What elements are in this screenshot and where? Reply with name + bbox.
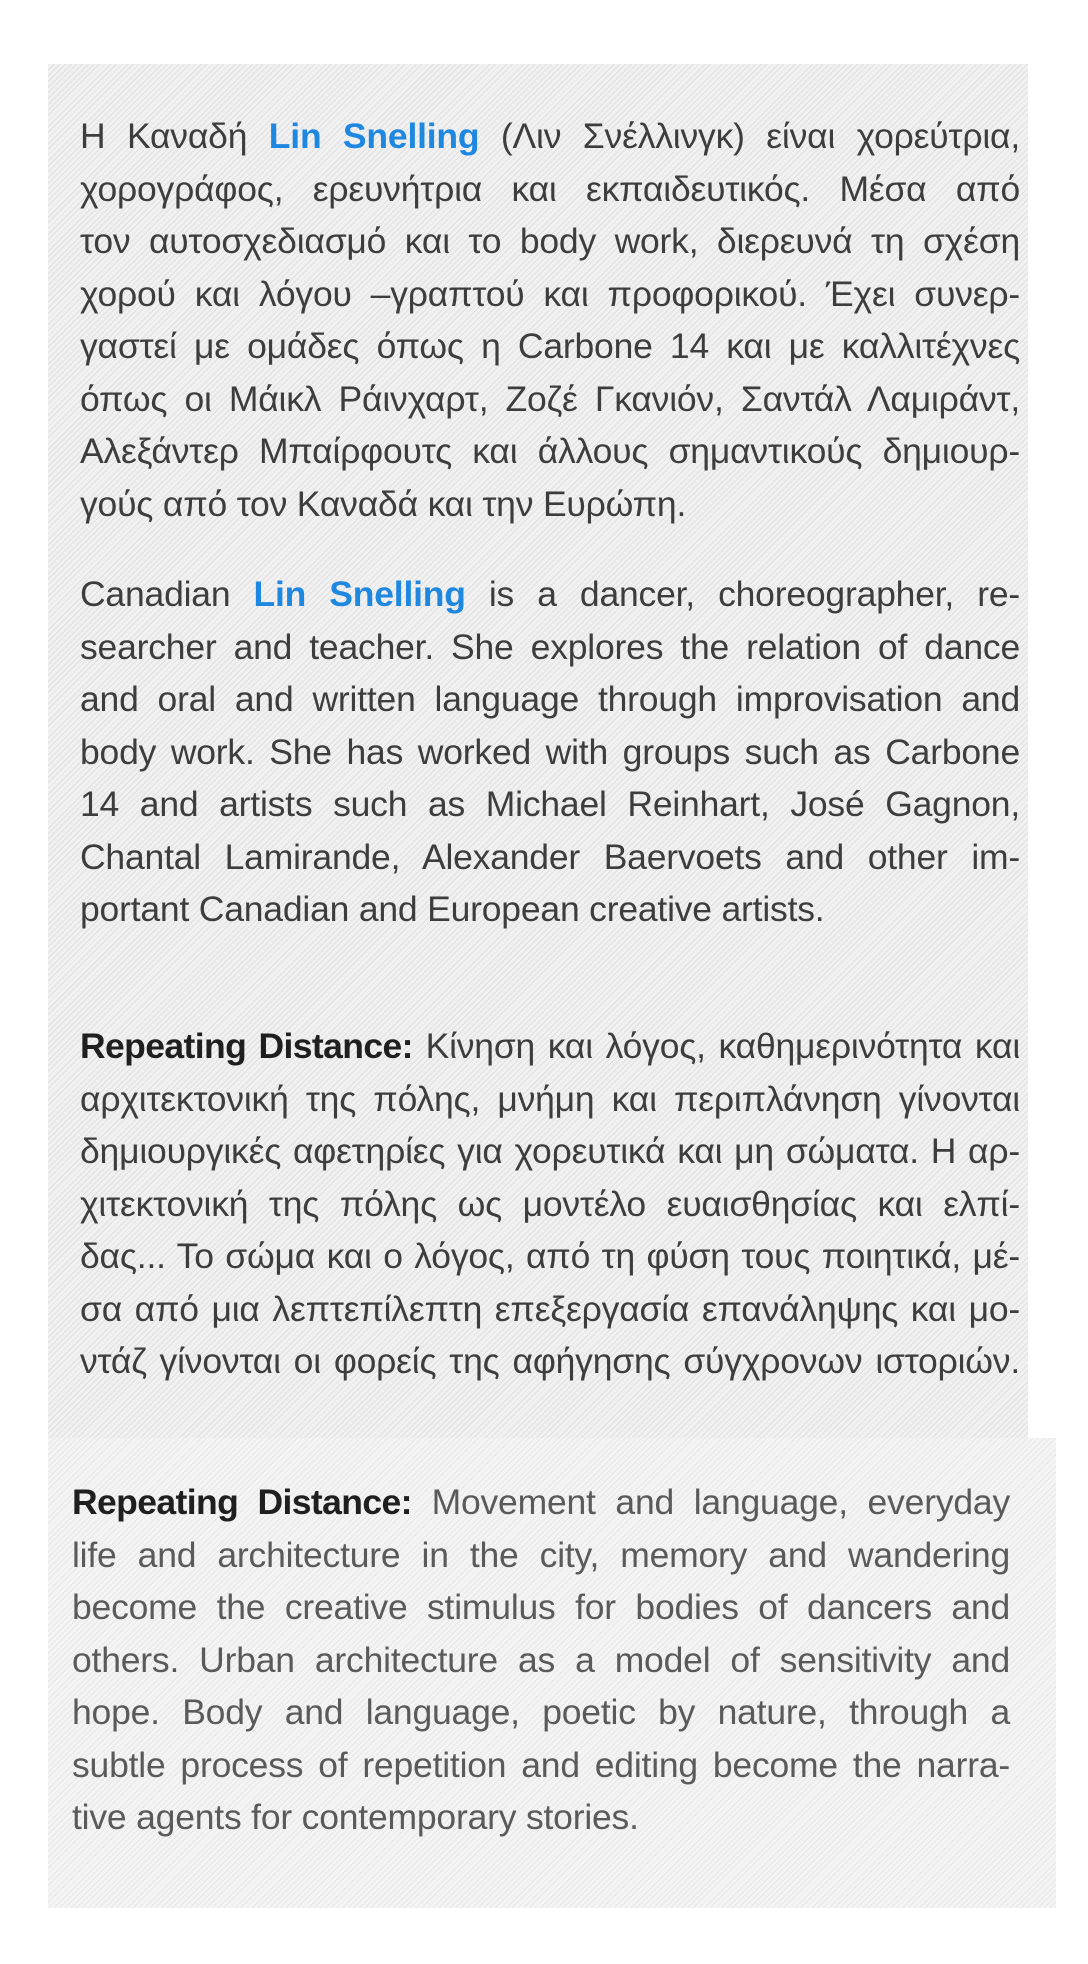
description-greek-paragraph bbox=[80, 1020, 1020, 1388]
artist-name: Lin Snelling bbox=[253, 574, 466, 614]
text-line: life and architecture in the city, memory and wandering bbox=[72, 1534, 1010, 1575]
text-line: Repeating Distance: Κίνηση και λόγος, καθημερινότητα και bbox=[80, 1026, 1021, 1066]
text-line: hope. Body and language, poetic by nature, through a bbox=[72, 1692, 1010, 1732]
text-line: χορογράφος, ερευνήτρια και εκπαιδευτικός. Μέσα από bbox=[80, 168, 1020, 209]
text-line: Αλεξάντερ Μπαίρφουτς και άλλους σημαντικούς δημιουρ- bbox=[80, 431, 1020, 471]
text-line: δας... Το σώμα και ο λόγος, από τη φύση τους ποιητικά, μέ- bbox=[80, 1236, 1020, 1276]
text-line: become the creative stimulus for bodies of dancers and bbox=[72, 1587, 1010, 1627]
text-line: portant Canadian and European creative artists. bbox=[80, 889, 825, 929]
bio-greek-paragraph bbox=[80, 110, 1020, 530]
text-line: others. Urban architecture as a model of sensitivity and bbox=[72, 1639, 1010, 1680]
bio-english-paragraph bbox=[80, 568, 1020, 936]
text-line: Chantal Lamirande, Alexander Baervoets and other im- bbox=[80, 836, 1020, 877]
text-line: γαστεί με ομάδες όπως η Carbone 14 και με καλλιτέχνες bbox=[80, 326, 1020, 366]
text-line: ντάζ γίνονται οι φορείς της αφήγησης σύγχρονων ιστοριών. bbox=[80, 1341, 1020, 1381]
text-line: Canadian Lin Snelling is a dancer, choreographer, re- bbox=[80, 574, 1020, 614]
text-line: τον αυτοσχεδιασμό και το body work, διερευνά τη σχέση bbox=[80, 221, 1020, 261]
work-title: Repeating Distance: bbox=[80, 1026, 413, 1066]
text-line: tive agents for contemporary stories. bbox=[72, 1797, 639, 1837]
text-line: searcher and teacher. She explores the relation of dance bbox=[80, 626, 1020, 667]
text-line: subtle process of repetition and editing become the narra- bbox=[72, 1744, 1010, 1785]
text-line: όπως οι Μάικλ Ράινχαρτ, Ζοζέ Γκανιόν, Σαντάλ Λαμιράντ, bbox=[80, 378, 1020, 419]
text-line: Repeating Distance: Movement and language, everyday bbox=[72, 1482, 1011, 1522]
text-line: χορού και λόγου –γραπτού και προφορικού. Έχει συνερ- bbox=[80, 273, 1020, 314]
work-title: Repeating Distance: bbox=[72, 1482, 412, 1522]
text-line: σα από μια λεπτεπίλεπτη επεξεργασία επανάληψης και μο- bbox=[80, 1288, 1020, 1329]
text-line: 14 and artists such as Michael Reinhart, José Gagnon, bbox=[80, 784, 1020, 824]
text-line: body work. She has worked with groups such as Carbone bbox=[80, 731, 1020, 772]
description-english-paragraph bbox=[72, 1476, 1010, 1844]
text-line: γούς από τον Καναδά και την Ευρώπη. bbox=[80, 483, 687, 524]
artist-name: Lin Snelling bbox=[268, 116, 480, 156]
text-line: χιτεκτονική της πόλης ως μοντέλο ευαισθησίας και ελπί- bbox=[80, 1183, 1020, 1224]
text-line: αρχιτεκτονική της πόλης, μνήμη και περιπλάνηση γίνονται bbox=[80, 1078, 1020, 1119]
text-line: Η Καναδή Lin Snelling (Λιν Σνέλλινγκ) είναι χορεύτρια, bbox=[80, 116, 1020, 156]
text-line: and oral and written language through improvisation and bbox=[80, 679, 1020, 719]
text-line: δημιουργικές αφετηρίες για χορευτικά και μη σώματα. Η αρ- bbox=[80, 1131, 1020, 1171]
